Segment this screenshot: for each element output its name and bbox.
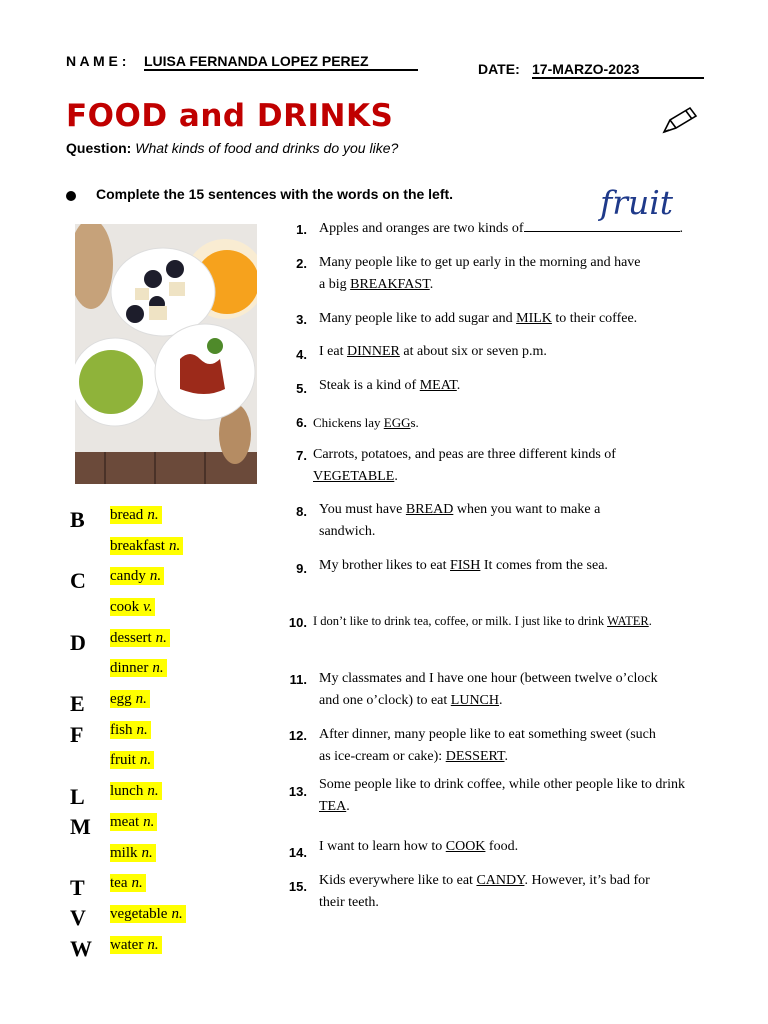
index-letter: F bbox=[70, 722, 84, 747]
sentence-number: 12. bbox=[288, 728, 307, 743]
sentence: Some people like to drink coffee, while other people like to drink TEA. bbox=[319, 777, 685, 814]
word-item: fish n. bbox=[110, 721, 151, 739]
word-item: dessert n. bbox=[110, 629, 170, 647]
sentence: My classmates and I have one hour (between twelve o’clock and one o’clock) to eat LUNCH. bbox=[319, 671, 658, 708]
index-letter: L bbox=[70, 784, 85, 809]
sentence: I want to learn how to COOK food. bbox=[319, 839, 519, 854]
answer: EGG bbox=[383, 415, 411, 430]
word-item: cook v. bbox=[110, 598, 155, 616]
sentence-number: 6. bbox=[296, 415, 307, 430]
answer-blank bbox=[524, 218, 680, 232]
sentence-number: 9. bbox=[296, 561, 307, 576]
name-value: LUISA FERNANDA LOPEZ PEREZ bbox=[144, 53, 418, 71]
answer: FISH bbox=[450, 558, 481, 573]
sentence: You must have BREAD when you want to make a sandwich. bbox=[319, 502, 601, 539]
word-item: breakfast n. bbox=[110, 537, 183, 555]
index-letter: E bbox=[70, 691, 85, 716]
name-label: N A M E : bbox=[66, 53, 127, 69]
date-value: 17-MARZO-2023 bbox=[532, 61, 704, 79]
word-item: bread n. bbox=[110, 506, 162, 524]
index-letter: W bbox=[70, 936, 92, 961]
index-letter: D bbox=[70, 630, 86, 655]
index-letter: C bbox=[70, 568, 86, 593]
answer: VEGETABLE bbox=[313, 469, 395, 484]
sentence: My brother likes to eat FISH It comes from the sea. bbox=[319, 558, 608, 573]
sentence: I don’t like to drink tea, coffee, or milk. I just like to drink WATER. bbox=[313, 614, 652, 628]
sentence-number: 10. bbox=[288, 615, 307, 630]
index-letter: B bbox=[70, 507, 85, 532]
question-label: Question: bbox=[66, 140, 132, 156]
word-item: water n. bbox=[110, 936, 162, 954]
sentence-number: 5. bbox=[296, 381, 307, 396]
word-item: tea n. bbox=[110, 874, 146, 892]
pencil-icon bbox=[660, 104, 700, 138]
answer: WATER bbox=[607, 614, 649, 628]
sentence-number: 1. bbox=[296, 222, 307, 237]
word-item: dinner n. bbox=[110, 659, 167, 677]
sentence: I eat DINNER at about six or seven p.m. bbox=[319, 344, 547, 359]
word-item: vegetable n. bbox=[110, 905, 186, 923]
answer: LUNCH bbox=[450, 693, 500, 708]
sentence-number: 14. bbox=[288, 845, 307, 860]
word-item: lunch n. bbox=[110, 782, 162, 800]
sentence: Carrots, potatoes, and peas are three different kinds of VEGETABLE. bbox=[313, 447, 616, 484]
sentence-number: 7. bbox=[296, 448, 307, 463]
index-letter: M bbox=[70, 814, 91, 839]
sentence-number: 3. bbox=[296, 312, 307, 327]
word-item: fruit n. bbox=[110, 751, 154, 769]
food-photo bbox=[75, 224, 257, 484]
index-letter: V bbox=[70, 905, 86, 930]
sentence: Kids everywhere like to eat CANDY. However, it’s bad for their teeth. bbox=[319, 873, 650, 910]
sentence-number: 15. bbox=[288, 879, 307, 894]
question-text: What kinds of food and drinks do you like? bbox=[135, 140, 399, 156]
sentence: Many people like to get up early in the morning and have a big BREAKFAST. bbox=[319, 255, 641, 292]
sentence-number: 13. bbox=[288, 784, 307, 799]
answer: BREAD bbox=[405, 502, 454, 517]
sentence-number: 2. bbox=[296, 256, 307, 271]
sentence: Chickens lay EGGs. bbox=[313, 415, 419, 430]
sentence: Steak is a kind of MEAT. bbox=[319, 378, 461, 393]
word-item: milk n. bbox=[110, 844, 156, 862]
answer: BREAKFAST bbox=[350, 277, 430, 292]
sentence: After dinner, many people like to eat something sweet (such as ice-cream or cake): DESSERT. bbox=[319, 727, 656, 764]
sentence: Many people like to add sugar and MILK to their coffee. bbox=[319, 311, 638, 326]
page-title: FOOD and DRINKS bbox=[66, 98, 394, 134]
word-item: candy n. bbox=[110, 567, 164, 585]
sentence-number: 11. bbox=[289, 672, 307, 687]
word-item: egg n. bbox=[110, 690, 150, 708]
answer: MEAT bbox=[419, 378, 457, 393]
handwritten-answer: fruit bbox=[600, 183, 674, 222]
answer: CANDY bbox=[476, 873, 525, 888]
answer: TEA bbox=[319, 799, 347, 814]
sentence-number: 4. bbox=[296, 347, 307, 362]
answer: DESSERT bbox=[445, 749, 505, 764]
sentence-number: 8. bbox=[296, 504, 307, 519]
bullet-icon bbox=[66, 191, 76, 201]
instruction: Complete the 15 sentences with the words on the left. bbox=[96, 186, 454, 202]
date-label: DATE: bbox=[478, 61, 520, 77]
answer: DINNER bbox=[346, 344, 400, 359]
sentence: Apples and oranges are two kinds of . bbox=[319, 218, 709, 240]
index-letter: T bbox=[70, 875, 85, 900]
answer: MILK bbox=[516, 311, 552, 326]
word-item: meat n. bbox=[110, 813, 157, 831]
answer: COOK bbox=[445, 839, 486, 854]
question bbox=[66, 138, 426, 158]
